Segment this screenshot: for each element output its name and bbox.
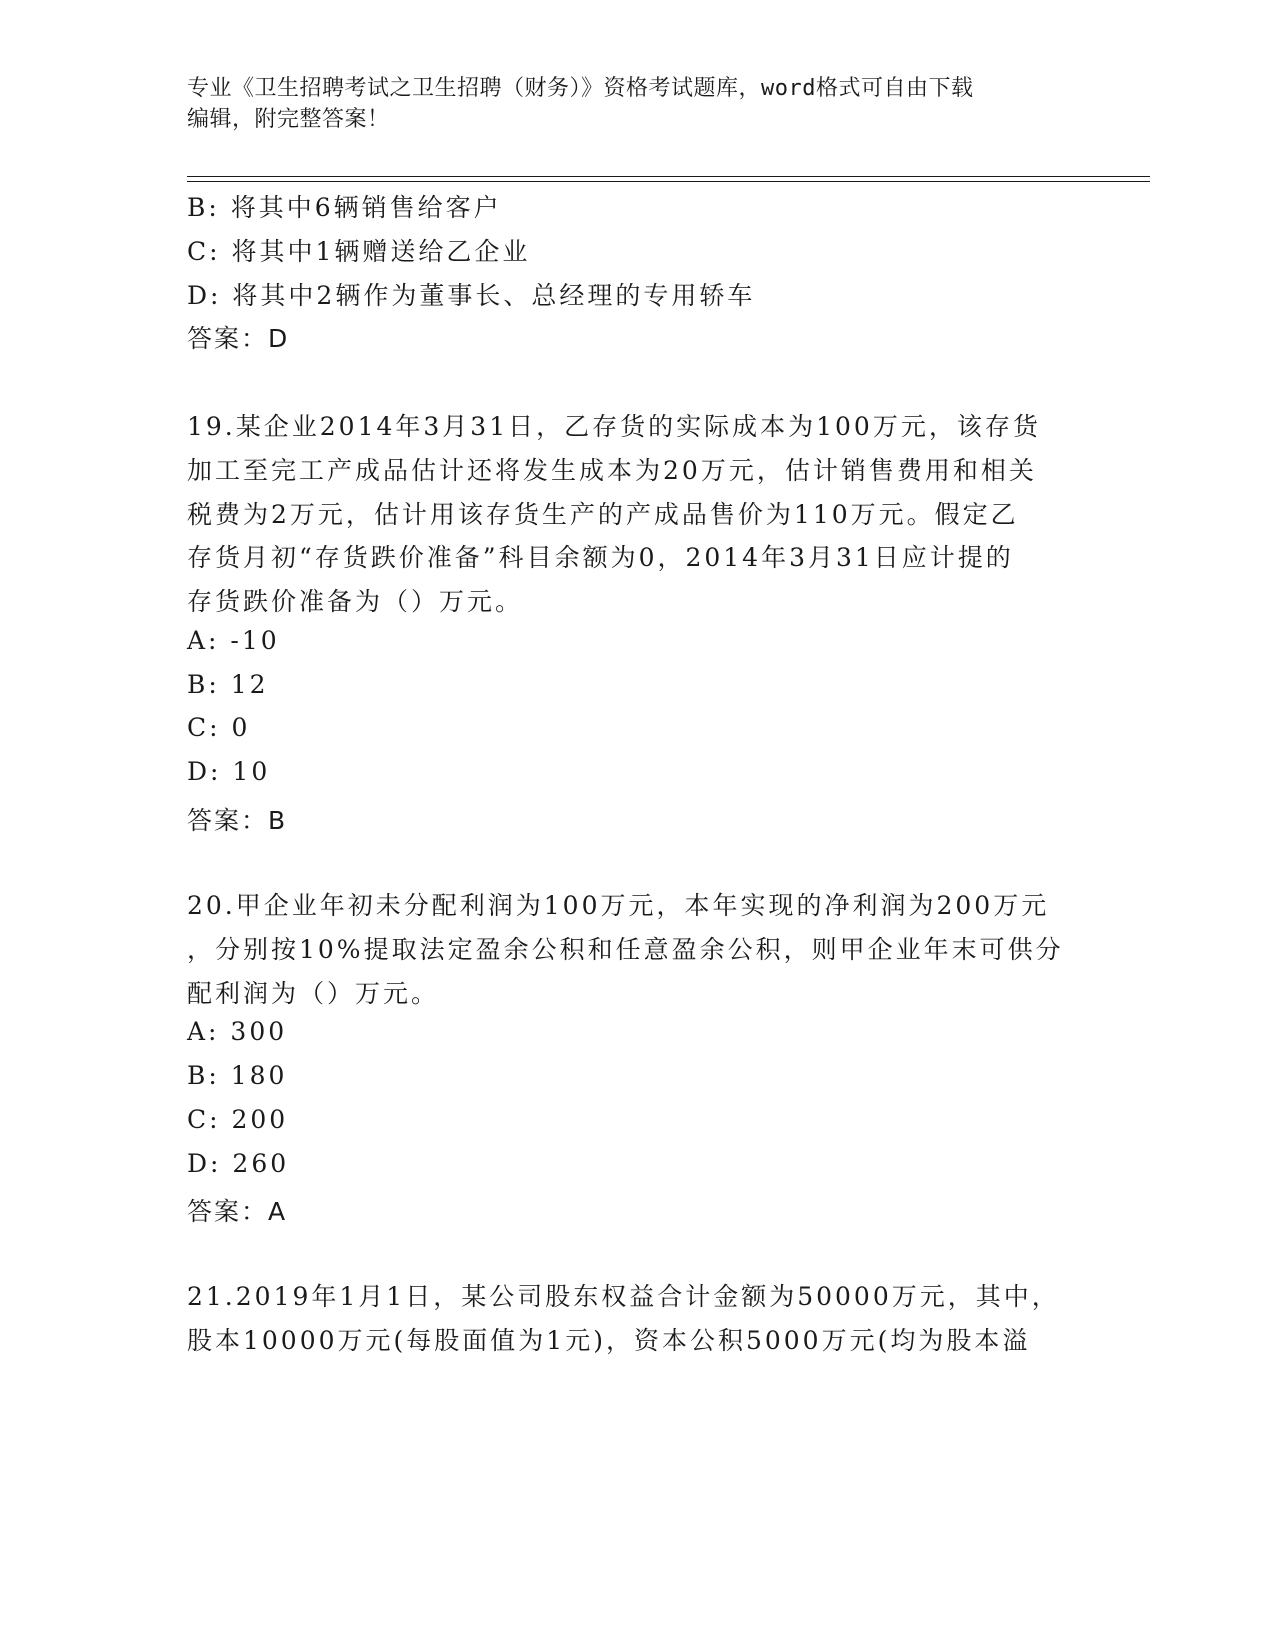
question-text-line: 存货跌价准备为（）万元。 — [187, 587, 524, 616]
option-b: B: 180 — [187, 1061, 288, 1090]
header-line-2: 编辑，附完整答案！ — [187, 107, 390, 132]
question-text-line: 股本10000万元(每股面值为1元)，资本公积5000万元(均为股本溢 — [187, 1326, 1031, 1355]
option-d: D: 10 — [187, 757, 271, 786]
header-line-1: 专业《卫生招聘考试之卫生招聘（财务）》资格考试题库，word格式可自由下载 — [187, 76, 974, 101]
option-c: C: 200 — [187, 1105, 289, 1134]
option-a: A: 300 — [187, 1017, 288, 1046]
option-a: A: -10 — [187, 626, 280, 655]
question-text-line: 20.甲企业年初未分配利润为100万元，本年实现的净利润为200万元 — [187, 891, 1050, 920]
document-header — [187, 73, 1087, 135]
option-b: B: 12 — [187, 670, 269, 699]
question-text-line: 21.2019年1月1日，某公司股东权益合计金额为50000万元，其中， — [187, 1282, 1060, 1311]
header-rule-bottom — [187, 181, 1150, 182]
option-d: D: 将其中2辆作为董事长、总经理的专用轿车 — [187, 281, 756, 310]
question-text-line: ，分别按10%提取法定盈余公积和任意盈余公积，则甲企业年末可供分 — [187, 935, 1064, 964]
answer: 答案：A — [187, 1197, 288, 1226]
header-rule-top — [187, 176, 1150, 177]
option-c: C: 将其中1辆赠送给乙企业 — [187, 237, 531, 266]
question-text-line: 配利润为（）万元。 — [187, 979, 440, 1008]
option-c: C: 0 — [187, 713, 251, 742]
question-text-line: 加工至完工产成品估计还将发生成本为20万元，估计销售费用和相关 — [187, 456, 1037, 485]
question-text-line: 税费为2万元，估计用该存货生产的产成品售价为110万元。假定乙 — [187, 500, 1019, 529]
question-text-line: 19.某企业2014年3月31日，乙存货的实际成本为100万元，该存货 — [187, 412, 1041, 441]
answer: 答案：D — [187, 324, 290, 353]
option-d: D: 260 — [187, 1149, 290, 1178]
answer: 答案：B — [187, 806, 288, 835]
question-text-line: 存货月初“存货跌价准备”科目余额为0，2014年3月31日应计提的 — [187, 543, 1014, 572]
option-b: B: 将其中6辆销售给客户 — [187, 193, 502, 222]
